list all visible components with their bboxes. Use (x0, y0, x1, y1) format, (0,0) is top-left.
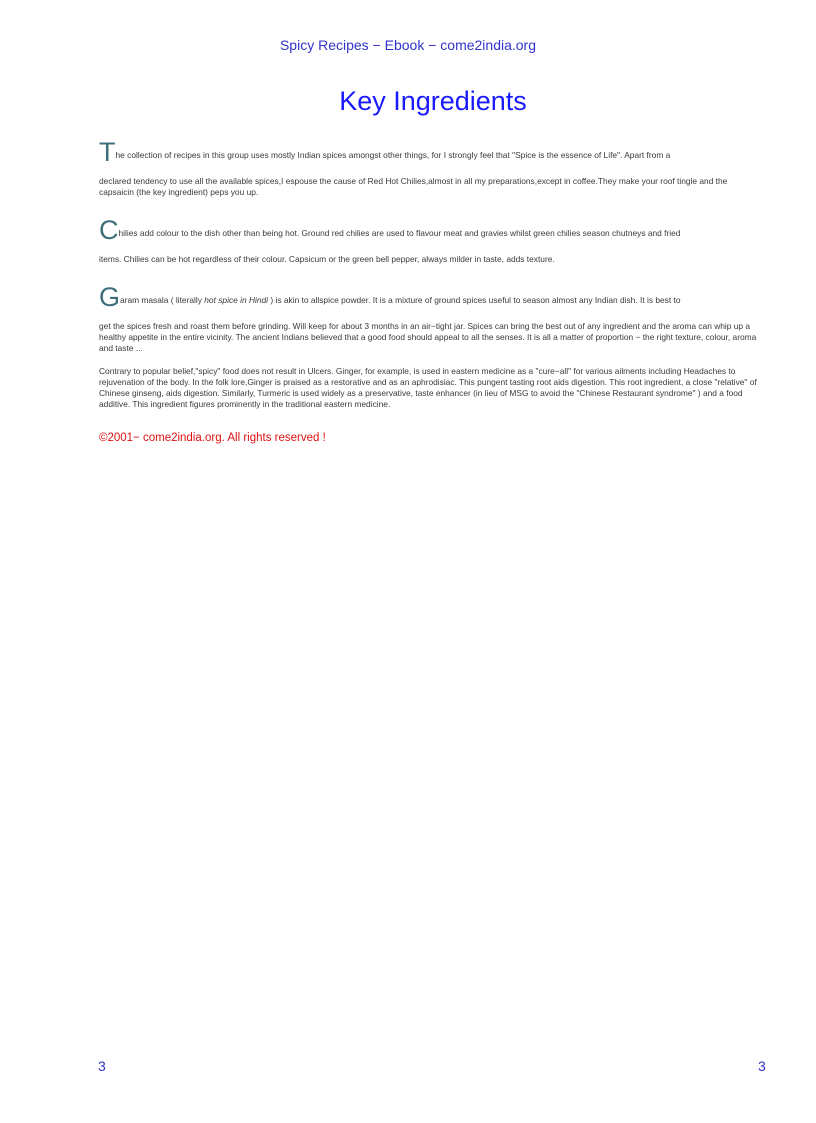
paragraph-garam-masala-first-b: ) is akin to allspice powder. It is a mixture of ground spices useful to season almost any Indian dish. It is best to (268, 295, 681, 305)
paragraph-intro-first-line: he collection of recipes in this group uses mostly Indian spices amongst other things, for I strongly feel that "Spice is the essence of Life". Apart from a (115, 150, 671, 160)
paragraph-chilies-first-line: hilies add colour to the dish other than being hot. Ground red chilies are used to flavour meat and gravies whilst green chilies season chutneys and fried (118, 228, 681, 238)
paragraph-garam-masala-first-a: aram masala ( literally (120, 295, 205, 305)
copyright-notice: ©2001− come2india.org. All rights reserved ! (99, 432, 326, 444)
dropcap-c: C (99, 215, 119, 245)
dropcap-t: T (99, 137, 116, 167)
dropcap-g: G (99, 282, 121, 312)
paragraph-garam-masala-rest: get the spices fresh and roast them before grinding. Will keep for about 3 months in an air−tight jar. Spices can bring the best out of any ingredient and the aroma can whip up a healthy appetite in the entire vicinity. The ancient Indians believed that a good food should appeal to all the senses. It is all a matter of proportion − the right texture, colour, aroma and taste ... (99, 321, 757, 353)
page-number-left: 3 (98, 1058, 106, 1074)
paragraph-intro-rest: declared tendency to use all the available spices,I espouse the cause of Red Hot Chilies,almost in all my preparations,except in coffee.They make your roof tingle and the capsaicin (the key ingredient) peps you up. (99, 176, 728, 197)
running-header: Spicy Recipes − Ebook − come2india.org (279, 37, 537, 53)
paragraph-ginger: Contrary to popular belief,"spicy" food does not result in Ulcers. Ginger, for example, is used in eastern medicine as a "cure−all" for various ailments including Headaches to rejuvenation of the body. In the folk lore,Ginger is praised as a restorative and as an aphrodisiac. This pungent tasting root aids digestion. This root ingredient, a close "relative" of Chinese ginseng, aids digestion. Similarly, Turmeric is used widely as a preservative, taste enhancer (in lieu of MSG to avoid the "Chinese Restaurant syndrome" ) and a food additive. This ingredient figures prominently in the traditional eastern medicine. (99, 366, 757, 409)
hindi-translation: hot spice in Hindi (204, 295, 269, 305)
paragraph-chilies (99, 215, 761, 265)
article-body (99, 137, 761, 410)
page-number-right: 3 (758, 1058, 766, 1074)
paragraph-chilies-rest: items. Chilies can be hot regardless of their colour. Capsicum or the green bell pepper, always milder in taste, adds texture. (99, 254, 555, 264)
paragraph-garam-masala (99, 282, 761, 354)
paragraph-intro (99, 137, 761, 198)
page-title: Key Ingredients (339, 86, 527, 116)
